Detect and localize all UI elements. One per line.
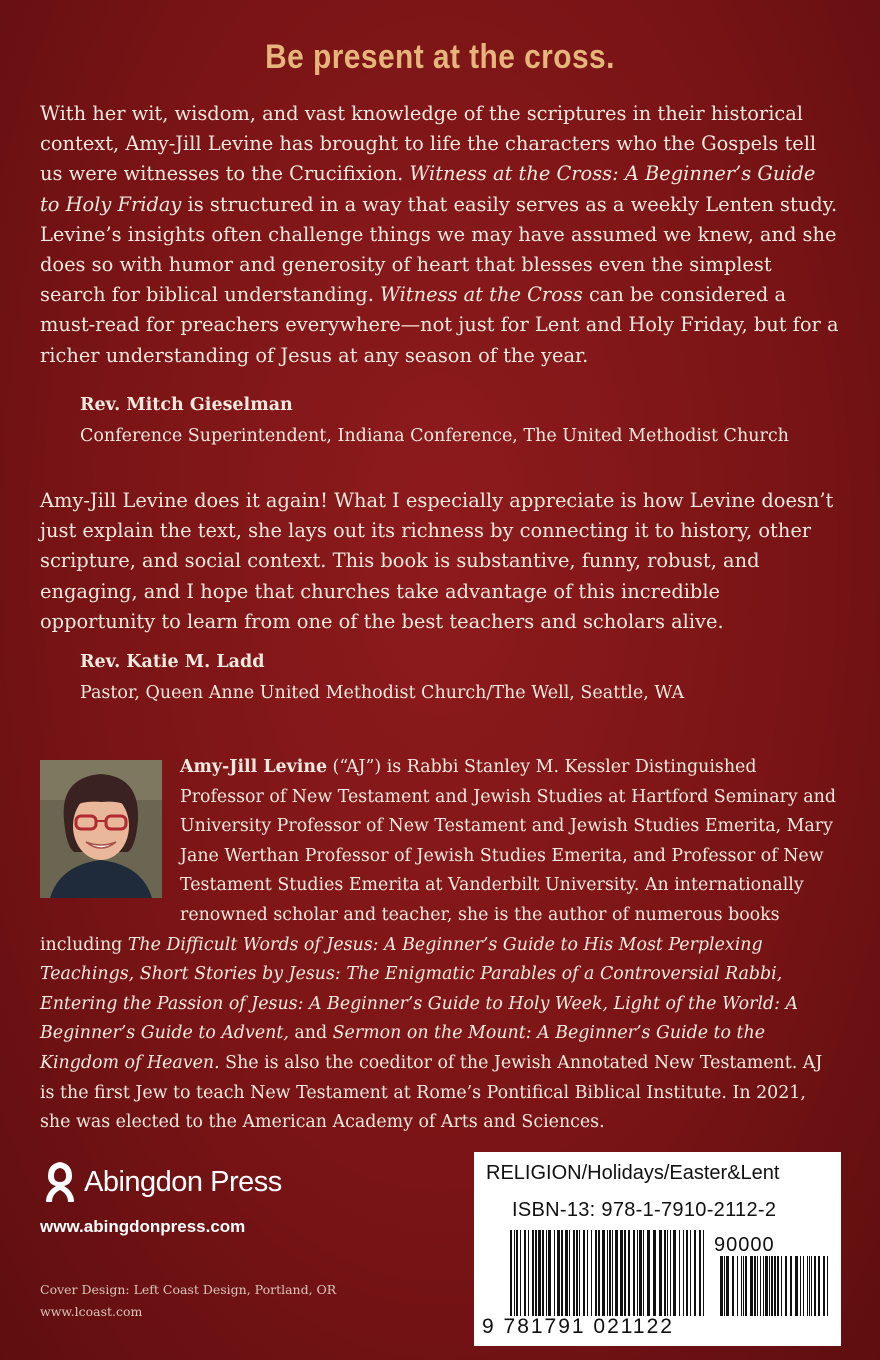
book-title: Witness at the Cross xyxy=(380,283,583,307)
barcode-bar xyxy=(720,1256,723,1316)
barcode-bar xyxy=(741,1256,742,1316)
barcode-bar xyxy=(774,1256,776,1316)
barcode-bar xyxy=(565,1230,568,1316)
bio-text: She is also the coeditor of the Jewish Annotated New Testament. AJ is the first Jew to teach New Testament at Rome’s Pontifical Biblical Institute. In 2021, she was elected to the American Academy of Arts and Sciences. xyxy=(40,1052,823,1133)
barcode-bar xyxy=(643,1230,644,1316)
barcode-bar xyxy=(777,1256,779,1316)
barcode-bar xyxy=(510,1230,512,1316)
barcode-bar xyxy=(538,1230,541,1316)
barcode-bar xyxy=(785,1256,787,1316)
barcode-bar xyxy=(583,1230,585,1316)
barcode-bar xyxy=(765,1256,768,1316)
barcode-bar xyxy=(659,1230,662,1316)
barcode-bar xyxy=(591,1230,592,1316)
bisac-category: RELIGION/Holidays/Easter&Lent xyxy=(486,1162,780,1184)
barcode-bars xyxy=(508,1230,838,1316)
barcode-bar xyxy=(535,1230,537,1316)
barcode-bar xyxy=(771,1256,773,1316)
barcode-bar xyxy=(811,1256,812,1316)
barcode-bar xyxy=(532,1230,534,1316)
barcode-bar xyxy=(548,1230,551,1316)
barcode-bar xyxy=(800,1256,801,1316)
barcode-bar xyxy=(743,1256,744,1316)
quote-text: can be considered a must-read for preachers everywhere—not just for Lent and Holy Friday, but for a richer understanding of Jesus at any season of the year. xyxy=(40,283,839,367)
barcode-bar xyxy=(703,1230,704,1316)
barcode-bar xyxy=(664,1230,666,1316)
barcode-bar xyxy=(694,1230,696,1316)
bio-text: (“AJ”) is Rabbi Stanley M. Kessler Distinguished Professor of New Testament and Jewish Studies at Hartford Seminary and University Professor of New Testament and Jewish Studies Emerita, Mary Jane Werthan Professor of Jewish Studies Emerita, and Professor of New Testament Studies Emerita at Vanderbilt University. An internationally renowned scholar and teacher, she is the author of numerous books including xyxy=(40,757,836,955)
barcode-bar xyxy=(667,1230,668,1316)
endorser-name-1: Rev. Mitch Gieselman xyxy=(80,395,293,415)
barcode-bar xyxy=(554,1230,555,1316)
endorser-title-1: Conference Superintendent, Indiana Conference, The United Methodist Church xyxy=(80,426,789,446)
barcode-bar xyxy=(781,1256,782,1316)
cover-design-credit: Cover Design: Left Coast Design, Portland, OR xyxy=(40,1282,337,1297)
barcode-bar xyxy=(750,1256,753,1316)
barcode-bar xyxy=(790,1256,792,1316)
barcode-bar xyxy=(609,1230,611,1316)
barcode-bar xyxy=(757,1256,758,1316)
endorser-title-2: Pastor, Queen Anne United Methodist Church/The Well, Seattle, WA xyxy=(80,683,685,703)
barcode-digits: 9 781791 021122 xyxy=(482,1315,674,1338)
endorsement-quote-2 xyxy=(40,486,840,637)
barcode-bar xyxy=(745,1256,747,1316)
barcode-bar xyxy=(818,1256,820,1316)
barcode-bar xyxy=(514,1230,515,1316)
barcode-bar xyxy=(732,1256,734,1316)
designer-website: www.lcoast.com xyxy=(40,1304,143,1319)
book-titles: The Difficult Words of Jesus: A Beginner’s Guide to His Most Perplexing Teachings, Short Stories by Jesus: The Enigmatic Parables of a Controversial Rabbi, Entering the Passion of Jesus: A Beginner’s Guide to Holy Week, Light of the World: A Beginner’s Guide to Advent, xyxy=(40,934,799,1044)
barcode-bar xyxy=(807,1256,808,1316)
barcode-bar xyxy=(823,1256,825,1316)
barcode-bar xyxy=(620,1230,623,1316)
barcode-bar xyxy=(803,1256,804,1316)
barcode-bar xyxy=(769,1256,770,1316)
barcode-bar xyxy=(602,1230,605,1316)
barcode-bar xyxy=(763,1256,764,1316)
barcode-bar xyxy=(647,1230,650,1316)
barcode-bar xyxy=(637,1230,638,1316)
isbn-label: ISBN-13: 978-1-7910-2112-2 xyxy=(512,1199,777,1221)
barcode-bar xyxy=(528,1230,529,1316)
barcode-bar xyxy=(612,1230,613,1316)
barcode-box xyxy=(474,1152,841,1346)
bio-text: and xyxy=(288,1023,333,1044)
barcode-bar xyxy=(524,1230,526,1316)
barcode-bar xyxy=(760,1256,761,1316)
barcode-bar xyxy=(814,1256,816,1316)
publisher-website: www.abingdonpress.com xyxy=(40,1217,246,1236)
barcode-bar xyxy=(587,1230,588,1316)
barcode-bar xyxy=(639,1230,642,1316)
barcode-bar xyxy=(690,1230,691,1316)
barcode-bar xyxy=(615,1230,618,1316)
barcode-bar xyxy=(754,1256,756,1316)
barcode-bar xyxy=(542,1230,544,1316)
quote-text: is structured in a way that easily serves as a weekly Lenten study. Levine’s insights often challenge things we may have assumed we knew, and she does so with humor and generosity of heart that blesses even the simplest search for biblical understanding. xyxy=(40,192,838,307)
barcode-bar xyxy=(827,1256,828,1316)
author-photo xyxy=(40,760,162,898)
barcode-bar xyxy=(686,1230,688,1316)
barcode-bar xyxy=(795,1256,798,1316)
abingdon-logo-icon xyxy=(40,1158,80,1206)
barcode-bar xyxy=(561,1230,563,1316)
book-titles: Sermon on the Mount: A Beginner’s Guide to the Kingdom of Heaven. xyxy=(40,1023,766,1073)
barcode-bar xyxy=(683,1230,684,1316)
headline: Be present at the cross. xyxy=(265,38,615,76)
barcode-bar xyxy=(598,1230,600,1316)
barcode-bar xyxy=(576,1230,578,1316)
barcode-bar xyxy=(520,1230,521,1316)
quote-text: Amy-Jill Levine does it again! What I especially appreciate is how Levine doesn’t just explain the text, she lays out its richness by connecting it to history, other scripture, and social context. This book is substantive, funny, robust, and engaging, and I hope that churches take advantage of this incredible opportunity to learn from one of the best teachers and scholars alive. xyxy=(40,489,834,633)
barcode-bar xyxy=(595,1230,597,1316)
quote-text: With her wit, wisdom, and vast knowledge of the scriptures in their historical context, Amy-Jill Levine has brought to life the characters who the Gospels tell us were witnesses to the Crucifixion. xyxy=(40,102,817,186)
barcode-bar xyxy=(633,1230,635,1316)
barcode-bar xyxy=(573,1230,575,1316)
barcode-bar xyxy=(726,1256,729,1316)
barcode-bar xyxy=(516,1230,518,1316)
barcode-bar xyxy=(628,1230,630,1316)
barcode-bar xyxy=(737,1256,738,1316)
barcode-bar xyxy=(653,1230,656,1316)
book-title: Witness at the Cross: A Beginner’s Guide to Holy Friday xyxy=(40,162,816,216)
barcode-bar xyxy=(607,1230,608,1316)
barcode-bar xyxy=(557,1230,560,1316)
barcode-bar xyxy=(809,1256,810,1316)
price-code: 90000 xyxy=(714,1234,775,1256)
barcode-bar xyxy=(579,1230,580,1316)
barcode-bar xyxy=(724,1256,725,1316)
endorsement-quote-1 xyxy=(40,99,840,371)
barcode-bar xyxy=(679,1230,680,1316)
barcode-bar xyxy=(699,1230,701,1316)
endorser-name-2: Rev. Katie M. Ladd xyxy=(80,652,265,672)
barcode-bar xyxy=(673,1230,676,1316)
publisher-name: Abingdon Press xyxy=(84,1165,282,1198)
barcode-bar xyxy=(624,1230,626,1316)
barcode-bar xyxy=(546,1230,547,1316)
publisher-logo xyxy=(40,1158,282,1206)
author-name: Amy-Jill Levine xyxy=(180,757,328,777)
barcode-bar xyxy=(569,1230,570,1316)
barcode-bar xyxy=(670,1230,671,1316)
